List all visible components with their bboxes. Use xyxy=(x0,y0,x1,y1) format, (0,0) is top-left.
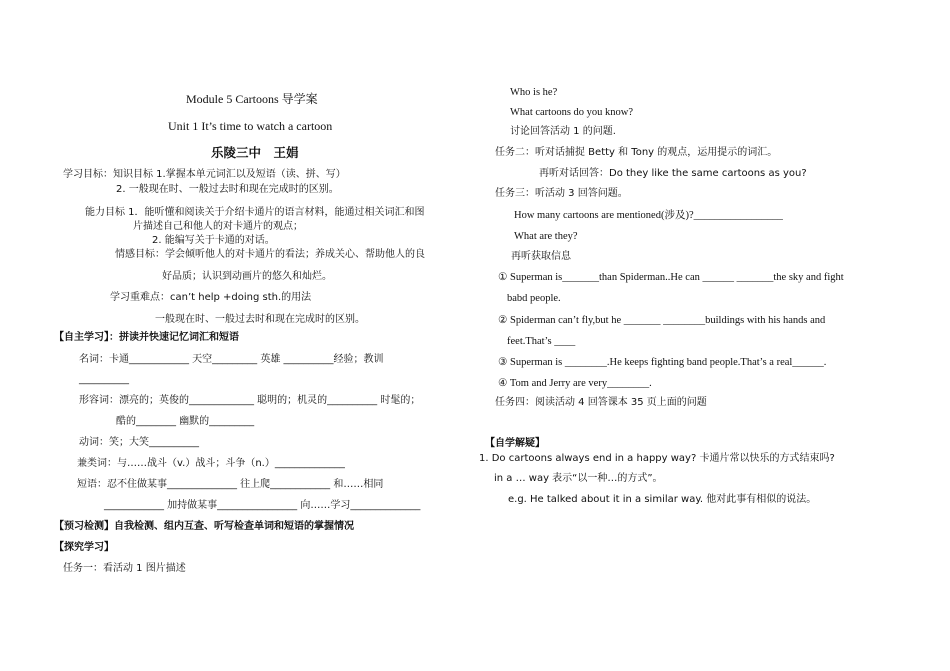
text-line: e.g. He talked about it in a similar way. 他对此事有相似的说法。 xyxy=(508,494,817,505)
text-line: 学习重难点：can’t help +doing sth.的用法 xyxy=(110,292,312,303)
text-line: 讨论回答活动 1 的问题. xyxy=(510,126,616,137)
section-heading: 【自主学习】：拼读并快速记忆词汇和短语 xyxy=(54,332,239,343)
text-line: feet.That’s ____ xyxy=(507,336,576,347)
document-title: Module 5 Cartoons 导学案 xyxy=(186,92,318,106)
text-line: ④ Tom and Jerry are very________. xyxy=(498,378,652,389)
text-line: 再听对话回答：Do they like the same cartoons as you? xyxy=(539,168,807,179)
text-line: How many cartoons are mentioned(涉及)?_________________ xyxy=(514,210,783,221)
text-line: What are they? xyxy=(514,231,578,242)
text-line: 名词：卡通____________ 天空_________ 英雄 __________经验；教训 xyxy=(79,354,384,365)
text-line: ____________ 加持做某事________________ 向……学习______________ xyxy=(104,500,421,511)
text-line: 兼类词：与……战斗（v.）战斗；斗争（n.）______________ xyxy=(77,458,345,469)
section-heading: 【探究学习】 xyxy=(54,542,114,553)
text-line: 任务三：听活动 3 回答问题。 xyxy=(495,188,628,199)
text-line: 1. Do cartoons always end in a happy way? 卡通片常以快乐的方式结束吗? xyxy=(479,453,835,464)
author-line: 乐陵三中 王娟 xyxy=(211,145,299,160)
text-line: 任务二：听对话捕捉 Betty 和 Tony 的观点，运用提示的词汇。 xyxy=(495,147,778,158)
text-line: 能力目标 1．能听懂和阅读关于介绍卡通片的语言材料，能通过相关词汇和图 xyxy=(85,207,425,218)
text-line: 情感目标：学会倾听他人的对卡通片的看法；养成关心、帮助他人的良 xyxy=(115,249,425,260)
section-heading: 【自学解疑】 xyxy=(485,438,545,449)
section-heading: 【预习检测】自我检测、组内互查、听写检查单词和短语的掌握情况 xyxy=(54,521,354,532)
text-line: 形容词：漂亮的；英俊的_____________ 聪明的；机灵的__________ 时髦的； xyxy=(79,395,421,406)
text-line: babd people. xyxy=(507,293,561,304)
unit-title: Unit 1 It’s time to watch a cartoon xyxy=(168,119,333,133)
text-line: 片描述自己和他人的对卡通片的观点； xyxy=(133,221,303,232)
text-line: 好品质；认识到动画片的悠久和灿烂。 xyxy=(162,271,332,282)
text-line: 任务四：阅读活动 4 回答课本 35 页上面的问题 xyxy=(495,397,707,408)
text-line: 动词：笑；大笑__________ xyxy=(79,437,199,448)
text-line: 2. 一般现在时、一般过去时和现在完成时的区别。 xyxy=(116,184,339,195)
text-line: 学习目标：知识目标 1.掌握本单元词汇以及短语（读、拼、写） xyxy=(63,169,346,180)
text-line: 短语：忍不住做某事______________ 往上爬____________ 和……相同 xyxy=(77,479,384,490)
text-line: 任务一：看活动 1 图片描述 xyxy=(63,563,186,574)
text-line: in a … way 表示“以一种…的方式”。 xyxy=(494,473,663,484)
text-line: 酷的________ 幽默的_________ xyxy=(116,416,255,427)
text-line: __________ xyxy=(79,374,129,385)
text-line: ② Spiderman can’t fly,but he _______ ________buildings with his hands and xyxy=(498,315,826,326)
text-line: ③ Superman is ________.He keeps fighting band people.That’s a real______. xyxy=(498,357,827,368)
text-line: 一般现在时、一般过去时和现在完成时的区别。 xyxy=(155,314,365,325)
text-line: What cartoons do you know? xyxy=(510,107,634,118)
text-line: 2. 能编写关于卡通的对话。 xyxy=(152,235,275,246)
text-line: ① Superman is_______than Spiderman..He can ______ _______the sky and fight xyxy=(498,272,844,283)
text-line: Who is he? xyxy=(510,87,558,98)
text-line: 再听获取信息 xyxy=(511,251,571,262)
